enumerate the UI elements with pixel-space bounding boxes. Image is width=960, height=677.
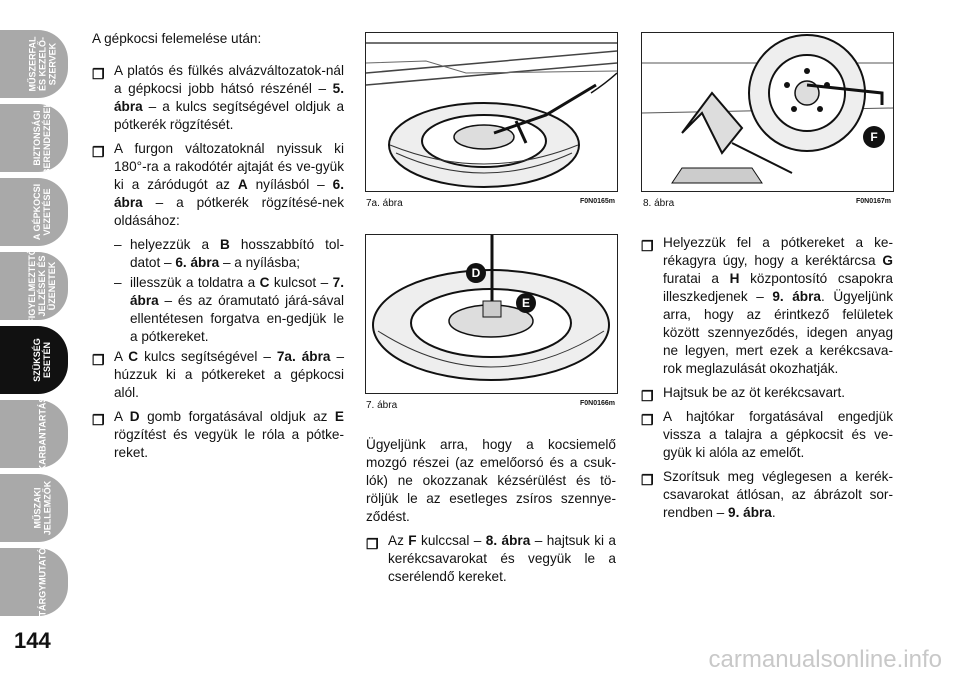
figure-ref: 6. ábra bbox=[175, 255, 220, 270]
list-item bbox=[641, 384, 893, 402]
figure-ref: 9. ábra bbox=[728, 505, 772, 520]
text: kulcs segítségével – bbox=[138, 349, 277, 364]
intro-text: A gépkocsi felemelése után: bbox=[92, 31, 262, 46]
figure-caption: 8. ábra bbox=[643, 198, 675, 209]
text: . bbox=[771, 505, 776, 520]
checkbox-bullet-icon: ❐ bbox=[92, 352, 105, 368]
middle-column bbox=[366, 436, 616, 592]
label-f: F bbox=[870, 130, 878, 144]
tab-label: MŰSZERFAL ÉS KEZELŐ- SZERVEK bbox=[27, 36, 57, 92]
text: központosító csapokra illeszkedjenek – bbox=[663, 271, 893, 304]
checkbox-bullet-icon: ❐ bbox=[641, 472, 654, 488]
sub-list-item bbox=[92, 274, 344, 346]
page-number: 144 bbox=[14, 628, 51, 653]
key-letter: H bbox=[729, 271, 740, 286]
text: rögzítést és vegyük le róla a pótke-reket. bbox=[114, 427, 344, 460]
checkbox-bullet-icon: ❐ bbox=[92, 66, 105, 82]
text: nyílásból – bbox=[247, 177, 333, 192]
text: furatai a bbox=[663, 271, 730, 286]
list-item bbox=[92, 408, 344, 462]
tab-muszerfal[interactable] bbox=[0, 30, 68, 98]
text: – a nyílásba; bbox=[219, 255, 301, 270]
list-item bbox=[92, 140, 344, 230]
figure-caption: 7a. ábra bbox=[366, 198, 403, 209]
tab-label: SZÜKSÉG ESETÉN bbox=[31, 338, 52, 382]
list-item bbox=[641, 468, 893, 522]
checkbox-bullet-icon: ❐ bbox=[641, 388, 654, 404]
list-item bbox=[92, 348, 344, 402]
text: A furgon változatoknál nyissuk ki 180°-ra a rakodótér ajtaját és ve-gyük ki a záródugót az bbox=[114, 141, 344, 192]
figure-code: F0N0167m bbox=[855, 198, 891, 205]
text: – hajtsuk ki a kerékcsavarokat és vegyük le a cserélendő kereket. bbox=[388, 533, 616, 584]
list-item bbox=[641, 408, 893, 462]
figure-caption: 7. ábra bbox=[366, 400, 398, 411]
text: Helyezzük fel a pótkereket a ke-rékagyra úgy, hogy a keréktárcsa bbox=[663, 235, 893, 268]
figure-7 bbox=[365, 234, 618, 394]
text: hosszabbító tol-datot – bbox=[130, 237, 345, 270]
text: A hajtókar forgatásával engedjük vissza a talajra a gépkocsit és ve-gyük ki alóla az emelőt. bbox=[663, 409, 893, 460]
figure-code: F0N0166m bbox=[579, 400, 615, 407]
text: Szorítsuk meg véglegesen a kerék-csavarokat átlósan, az ábrázolt sor-rendben – bbox=[663, 469, 893, 520]
figure-ref: 9. ábra bbox=[772, 289, 821, 304]
sub-list-item bbox=[92, 236, 344, 272]
text: helyezzük a bbox=[130, 237, 220, 252]
text: gomb forgatásával oldjuk az bbox=[139, 409, 335, 424]
text: kulcsot – bbox=[269, 275, 333, 290]
figure-7a bbox=[365, 32, 618, 192]
wheel-bolt-removal-illustration bbox=[642, 33, 893, 191]
key-letter: C bbox=[128, 349, 139, 364]
tab-figyelmezteto[interactable] bbox=[0, 248, 68, 324]
text: Hajtsuk be az öt kerékcsavart. bbox=[663, 385, 846, 400]
figure-ref: 5. ábra bbox=[114, 81, 344, 114]
tab-label: TÁRGYMUTATÓ bbox=[37, 547, 47, 617]
label-d: D bbox=[471, 266, 481, 280]
text: A platós és fülkés alvázváltozatok-nál a gépkocsi jobb hátsó részénél – bbox=[114, 63, 344, 96]
checkbox-bullet-icon: ❐ bbox=[641, 412, 654, 428]
tab-vezetese[interactable] bbox=[0, 178, 68, 246]
key-letter: B bbox=[220, 237, 230, 252]
tab-szukseg-eseten[interactable] bbox=[0, 326, 68, 394]
figure-ref: 7. ábra bbox=[130, 275, 345, 308]
text: A bbox=[114, 349, 129, 364]
checkbox-bullet-icon: ❐ bbox=[92, 144, 105, 160]
figure-8 bbox=[641, 32, 894, 192]
checkbox-bullet-icon: ❐ bbox=[641, 238, 654, 254]
checkbox-bullet-icon: ❐ bbox=[92, 412, 105, 428]
label-e: E bbox=[521, 296, 530, 310]
list-item bbox=[92, 62, 344, 134]
checkbox-bullet-icon: ❐ bbox=[366, 536, 379, 552]
tab-label: BIZTONSÁGI BERENDEZÉSEK bbox=[32, 100, 53, 176]
tab-muszaki[interactable] bbox=[0, 474, 68, 542]
left-column bbox=[92, 30, 344, 468]
figure-ref: 8. ábra bbox=[485, 533, 531, 548]
tab-karbantartas[interactable] bbox=[0, 396, 68, 472]
list-item bbox=[641, 234, 893, 378]
key-letter: C bbox=[259, 275, 270, 290]
tab-biztonsagi[interactable] bbox=[0, 100, 68, 176]
key-letter: F bbox=[408, 533, 417, 548]
key-letter: A bbox=[237, 177, 248, 192]
spare-wheel-removal-illustration bbox=[366, 33, 617, 191]
right-column bbox=[641, 234, 893, 528]
figure-code: F0N0165m bbox=[579, 198, 615, 205]
dash-bullet: – bbox=[114, 237, 122, 252]
watermark: carmanualsonline.info bbox=[708, 646, 942, 673]
key-letter: G bbox=[882, 253, 893, 268]
tab-label: A GÉPKOCSI VEZETÉSE bbox=[32, 183, 52, 241]
figure-ref: 6. ábra bbox=[114, 177, 344, 210]
text: – és az óramutató járá-sával ellentétesen forgatva en-gedjük le a pótkereket. bbox=[130, 293, 344, 344]
list-item bbox=[366, 532, 616, 586]
text: A bbox=[114, 409, 130, 424]
dash-bullet: – bbox=[114, 275, 122, 290]
text: illesszük a toldatra a bbox=[130, 275, 260, 290]
text: – a kulcs segítségével oldjuk a pótkerék rögzítését. bbox=[114, 99, 344, 132]
tab-targymutato[interactable] bbox=[0, 548, 68, 616]
tab-label: FIGYELMEZTETŐ JELZÉSEK ÉS ÜZENETEK bbox=[27, 248, 57, 324]
warning-paragraph: Ügyeljünk arra, hogy a kocsiemelő mozgó részei (az emelőorsó és a csuk-lók) ne okozzanak kézsérülést és tö-röljük le az esetleges zsíros szennye-ződést. bbox=[366, 437, 616, 524]
key-letter: E bbox=[334, 409, 344, 424]
key-letter: D bbox=[129, 409, 140, 424]
figure-ref: 7a. ábra bbox=[276, 349, 331, 364]
spare-wheel-lowering-illustration bbox=[366, 235, 617, 393]
text: . Ügyeljünk arra, hogy az érintkező felületek között szennyeződés, idegen anyag ne legyen, mert ezek a kerékcsava-rok meglazulását okozhatják. bbox=[663, 289, 894, 376]
text: kulccsal – bbox=[416, 533, 486, 548]
tab-label: MŰSZAKI JELLEMZŐK bbox=[31, 480, 52, 536]
text: Az bbox=[388, 533, 409, 548]
text: – a pótkerék rögzítésé-nek oldásához: bbox=[114, 195, 344, 228]
tab-label: KARBANTARTÁS bbox=[37, 396, 48, 472]
text: – húzzuk ki a pótkereket a gépkocsi alól. bbox=[114, 349, 345, 400]
